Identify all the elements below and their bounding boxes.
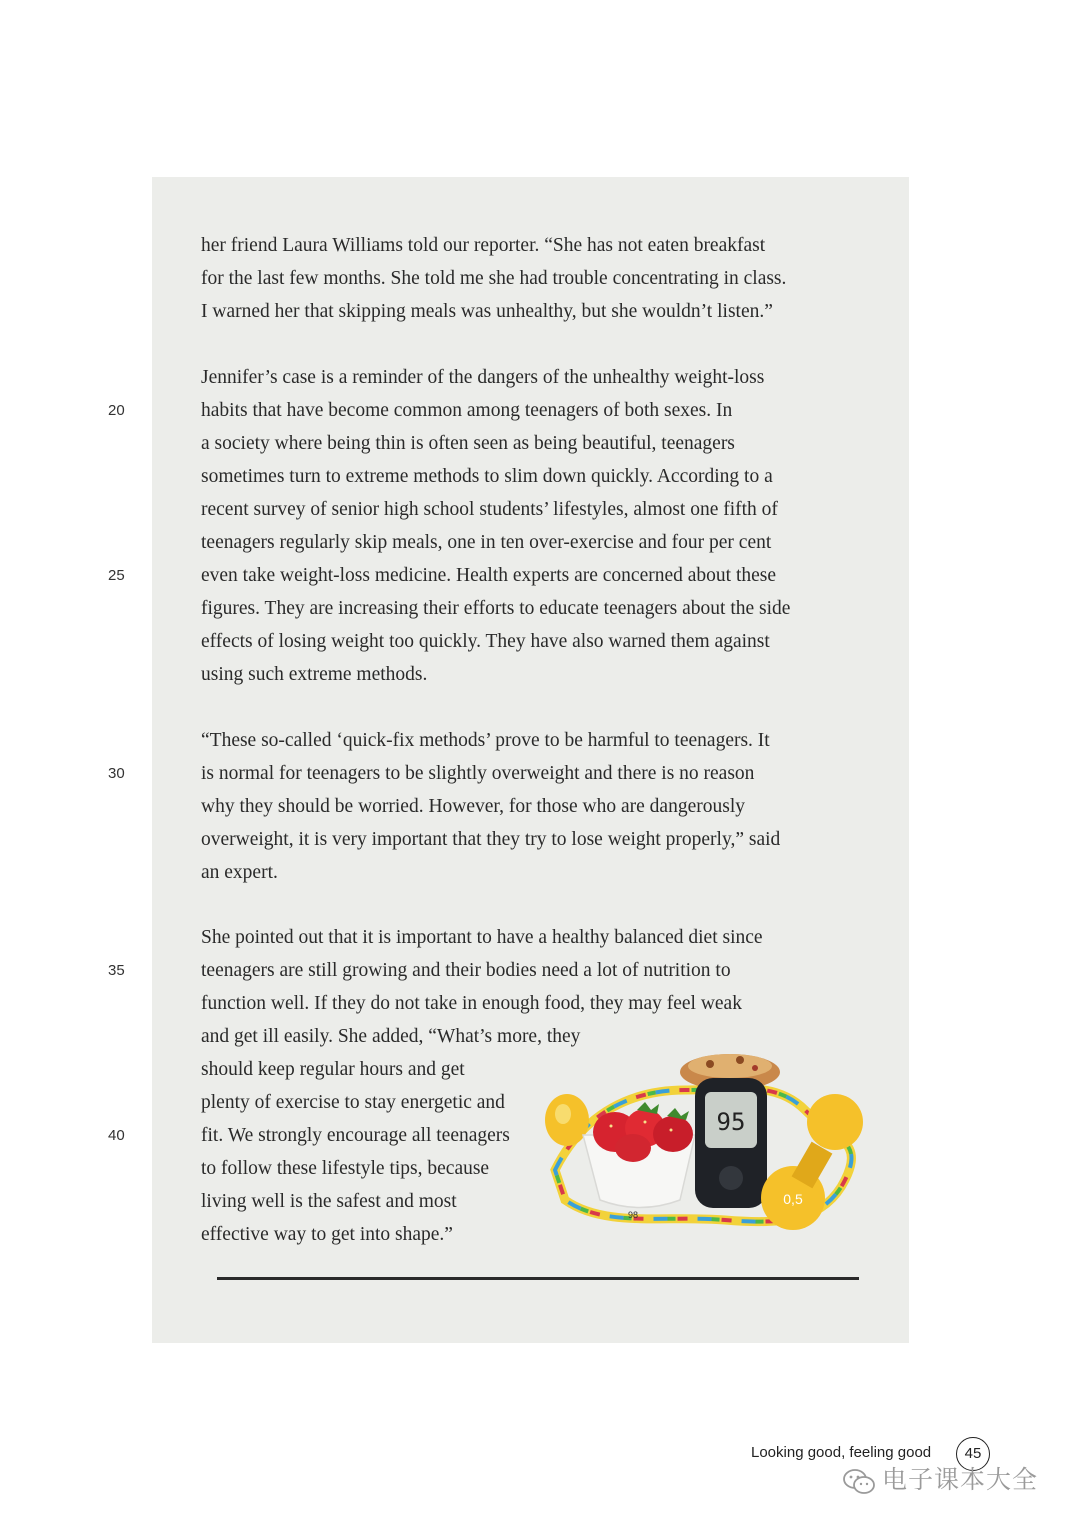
text-line: habits that have become common among teenagers of both sexes. In: [201, 400, 733, 421]
health-illustration: [545, 1050, 875, 1235]
line-number: 40: [108, 1127, 125, 1144]
dumbbell-label: 0,5: [783, 1191, 803, 1207]
text-line: plenty of exercise to stay energetic and: [201, 1092, 505, 1113]
text-line: to follow these lifestyle tips, because: [201, 1158, 490, 1179]
text-line: is normal for teenagers to be slightly overweight and there is no reason: [201, 763, 755, 784]
text-line: sometimes turn to extreme methods to slim down quickly. According to a: [201, 466, 773, 487]
text-line: I warned her that skipping meals was unhealthy, but she wouldn’t listen.”: [201, 301, 773, 322]
section-divider: [217, 1277, 859, 1280]
chapter-title: Looking good, feeling good: [751, 1444, 932, 1461]
text-line: even take weight-loss medicine. Health experts are concerned about these: [201, 565, 777, 586]
text-line: for the last few months. She told me she had trouble concentrating in class.: [201, 268, 787, 289]
text-line: teenagers regularly skip meals, one in ten over-exercise and four per cent: [201, 532, 772, 553]
text-line: living well is the safest and most: [201, 1191, 457, 1212]
text-line: fit. We strongly encourage all teenagers: [201, 1125, 510, 1146]
text-line: teenagers are still growing and their bodies need a lot of nutrition to: [201, 960, 731, 981]
line-number: 25: [108, 567, 125, 584]
text-line: should keep regular hours and get: [201, 1059, 465, 1080]
watermark: 电子课本大全: [882, 1465, 1039, 1494]
text-line: her friend Laura Williams told our reporter. “She has not eaten breakfast: [201, 235, 766, 256]
text-line: why they should be worried. However, for those who are dangerously: [201, 796, 745, 817]
text-line: Jennifer’s case is a reminder of the dangers of the unhealthy weight-loss: [201, 367, 765, 388]
text-line: effective way to get into shape.”: [201, 1224, 453, 1245]
line-number: 35: [108, 962, 125, 979]
text-line: overweight, it is very important that they try to lose weight properly,” said: [201, 829, 781, 850]
meter-reading: 95: [716, 1108, 746, 1136]
wechat-icon: [842, 1468, 876, 1496]
line-number: 30: [108, 765, 125, 782]
text-line: recent survey of senior high school students’ lifestyles, almost one fifth of: [201, 499, 778, 520]
text-line: and get ill easily. She added, “What’s more, they: [201, 1026, 581, 1047]
text-line: an expert.: [201, 862, 278, 883]
text-line: figures. They are increasing their efforts to educate teenagers about the side: [201, 598, 791, 619]
text-line: a society where being thin is often seen as being beautiful, teenagers: [201, 433, 735, 454]
text-line: using such extreme methods.: [201, 664, 428, 685]
line-number: 20: [108, 402, 125, 419]
text-line: effects of losing weight too quickly. They have also warned them against: [201, 631, 770, 652]
text-line: “These so-called ‘quick-fix methods’ prove to be harmful to teenagers. It: [201, 730, 770, 751]
page-number: 45: [956, 1437, 990, 1471]
tape-mark: 98: [627, 1210, 639, 1220]
text-line: She pointed out that it is important to have a healthy balanced diet since: [201, 927, 763, 948]
text-line: function well. If they do not take in enough food, they may feel weak: [201, 993, 742, 1014]
